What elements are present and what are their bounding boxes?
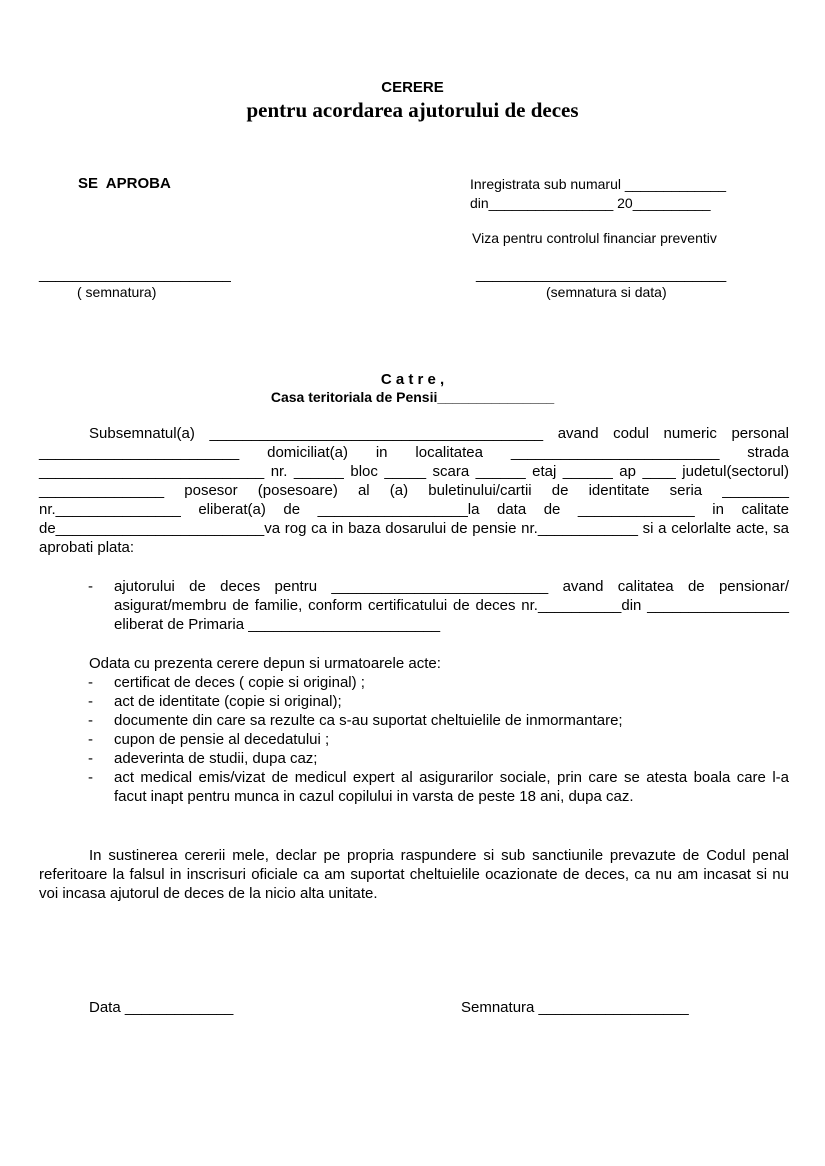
list-item — [39, 730, 789, 749]
acts-section — [39, 654, 789, 806]
list-dash: - — [88, 731, 93, 748]
list-item — [39, 577, 789, 634]
list-dash: - — [88, 769, 93, 786]
act-item: cupon de pensie al decedatului ; — [114, 731, 330, 748]
act-item: documente din care sa rezulte ca s-au suportat cheltuielile de inmormantare; — [114, 712, 623, 729]
form-title: CERERE — [381, 79, 444, 96]
list-item — [39, 711, 789, 730]
list-dash: - — [88, 674, 93, 691]
registration-signature-caption: (semnatura si data) — [546, 284, 667, 300]
list-item — [39, 768, 789, 806]
declaration-text: In sustinerea cererii mele, declar pe propria raspundere si sub sanctiunile prevazute de Codul penal referitoare la falsul in inscrisuri oficiale ca am suportat cheltuielile ocazionate de deces, ca nu am incasat si nu voi incasa ajutorul de deces de la nicio alta unitate. — [39, 847, 789, 902]
approval-signature-caption: ( semnatura) — [77, 284, 157, 300]
act-item: act de identitate (copie si original); — [114, 693, 342, 710]
request-list — [39, 577, 789, 634]
applicant-details-text[interactable]: Subsemnatul(a) ________________________________________ avand codul numeric personal ________________________ domiciliat(a) in localitatea _________________________ strada ___________________________ nr. ______ bloc _____ scara ______ etaj ______ ap ____ judetul(sectorul) _______________ posesor (posesoare) al (a) buletinului/cartii de identitate seria ________ nr._______________ eliberat(a) de __________________la data de ______________ in calitate de_________________________va rog ca in baza dosarului de pensie nr.____________ si a celorlalte acte, sa aprobati plata: — [39, 425, 789, 556]
registration-number-field[interactable]: Inregistrata sub numarul _____________ — [470, 176, 727, 192]
date-field[interactable]: Data _____________ — [89, 999, 234, 1016]
addressee-casa-pensii[interactable]: Casa teritoriala de Pensii_______________ — [270, 389, 555, 405]
list-item — [39, 692, 789, 711]
list-dash: - — [88, 578, 93, 595]
addressee-catre: C a t r e , — [380, 371, 445, 388]
death-aid-request-text[interactable]: ajutorului de deces pentru __________________________ avand calitatea de pensionar/ asigurat/membru de familie, conform certificatului de deces nr.__________din _________________ eliberat de Primaria _______________________ — [114, 578, 789, 633]
act-item: adeverinta de studii, dupa caz; — [114, 750, 318, 767]
acts-intro: Odata cu prezenta cerere depun si urmatoarele acte: — [89, 655, 441, 672]
signature-field[interactable]: Semnatura __________________ — [461, 999, 689, 1016]
financial-control-label: Viza pentru controlul financiar preventiv — [472, 230, 717, 246]
declaration-paragraph — [39, 846, 789, 903]
list-item — [39, 673, 789, 692]
registration-signature-line[interactable]: ______________________________ — [476, 266, 727, 283]
list-dash: - — [88, 693, 93, 710]
list-item — [39, 749, 789, 768]
act-item: act medical emis/vizat de medicul expert al asigurarilor sociale, prin care se atesta boala care l-a facut inapt pentru munca in cazul copilului in varsta de peste 18 ani, dupa caz. — [114, 769, 789, 805]
applicant-paragraph — [39, 424, 789, 557]
approval-label: SE APROBA — [78, 175, 171, 192]
act-item: certificat de deces ( copie si original) ; — [114, 674, 365, 691]
registration-date-field[interactable]: din________________ 20__________ — [470, 195, 711, 211]
approval-signature-line[interactable]: _______________________ — [39, 266, 231, 283]
list-dash: - — [88, 750, 93, 767]
list-dash: - — [88, 712, 93, 729]
form-subtitle: pentru acordarea ajutorului de deces — [246, 98, 579, 122]
